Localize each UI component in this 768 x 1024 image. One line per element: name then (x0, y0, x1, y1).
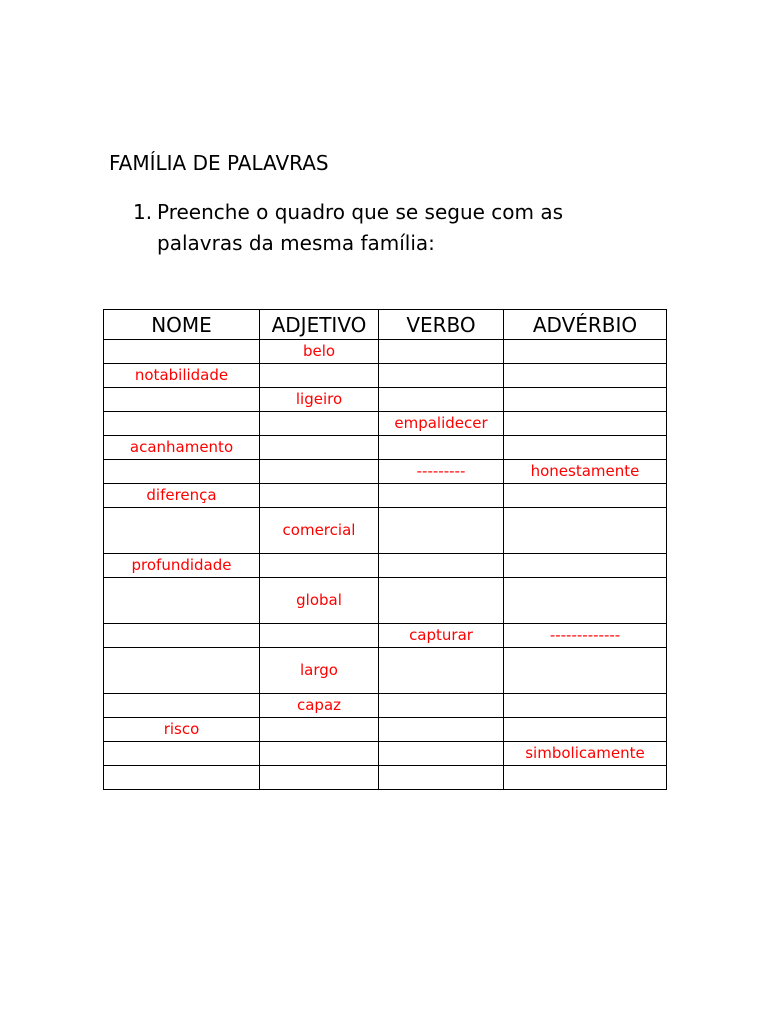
cell-nome: acanhamento (104, 436, 260, 460)
cell-adverbio (504, 718, 667, 742)
cell-adjetivo (260, 624, 379, 648)
cell-adjetivo: capaz (260, 694, 379, 718)
cell-adverbio (504, 694, 667, 718)
cell-verbo (379, 578, 504, 624)
cell-adverbio: honestamente (504, 460, 667, 484)
cell-adjetivo (260, 484, 379, 508)
header-nome: NOME (104, 310, 260, 340)
cell-verbo (379, 766, 504, 790)
cell-adjetivo (260, 460, 379, 484)
cell-verbo: empalidecer (379, 412, 504, 436)
table-row (104, 766, 667, 790)
cell-adverbio (504, 364, 667, 388)
cell-nome (104, 508, 260, 554)
table-row (104, 436, 667, 460)
cell-adverbio (504, 508, 667, 554)
cell-verbo (379, 508, 504, 554)
cell-verbo (379, 554, 504, 578)
cell-verbo: --------- (379, 460, 504, 484)
table-row (104, 388, 667, 412)
table-row (104, 460, 667, 484)
cell-adverbio (504, 436, 667, 460)
cell-verbo (379, 742, 504, 766)
cell-nome: profundidade (104, 554, 260, 578)
table-row (104, 694, 667, 718)
cell-adverbio (504, 648, 667, 694)
cell-verbo (379, 718, 504, 742)
cell-adverbio (504, 578, 667, 624)
cell-adjetivo (260, 364, 379, 388)
cell-adverbio (504, 340, 667, 364)
cell-nome (104, 388, 260, 412)
table-row (104, 718, 667, 742)
header-adjetivo: ADJETIVO (260, 310, 379, 340)
instruction (133, 197, 563, 259)
cell-adjetivo (260, 412, 379, 436)
cell-verbo (379, 694, 504, 718)
cell-nome (104, 460, 260, 484)
cell-adverbio: simbolicamente (504, 742, 667, 766)
instruction-line-1 (133, 197, 563, 228)
cell-nome (104, 694, 260, 718)
table-row (104, 364, 667, 388)
cell-verbo (379, 340, 504, 364)
cell-verbo (379, 436, 504, 460)
cell-adjetivo (260, 742, 379, 766)
cell-nome (104, 340, 260, 364)
table-row (104, 624, 667, 648)
table-row (104, 484, 667, 508)
table-header-row (104, 310, 667, 340)
cell-adjetivo: belo (260, 340, 379, 364)
cell-nome (104, 648, 260, 694)
cell-adjetivo (260, 718, 379, 742)
worksheet-title: FAMÍLIA DE PALAVRAS (109, 151, 329, 175)
table-row (104, 412, 667, 436)
cell-verbo (379, 388, 504, 412)
cell-verbo (379, 484, 504, 508)
table-row (104, 578, 667, 624)
cell-adjetivo: largo (260, 648, 379, 694)
cell-nome (104, 578, 260, 624)
cell-adverbio (504, 766, 667, 790)
cell-verbo (379, 364, 504, 388)
cell-nome: risco (104, 718, 260, 742)
cell-adjetivo (260, 766, 379, 790)
cell-adjetivo (260, 554, 379, 578)
instruction-text-1: Preenche o quadro que se segue com as (157, 200, 564, 224)
cell-adjetivo: global (260, 578, 379, 624)
cell-adverbio (504, 412, 667, 436)
cell-adjetivo: comercial (260, 508, 379, 554)
cell-adverbio (504, 484, 667, 508)
table-row (104, 742, 667, 766)
cell-nome (104, 766, 260, 790)
header-adverbio: ADVÉRBIO (504, 310, 667, 340)
cell-verbo: capturar (379, 624, 504, 648)
cell-adjetivo: ligeiro (260, 388, 379, 412)
table-row (104, 554, 667, 578)
table-row (104, 648, 667, 694)
cell-adjetivo (260, 436, 379, 460)
cell-nome: notabilidade (104, 364, 260, 388)
word-family-table (103, 309, 667, 790)
header-verbo: VERBO (379, 310, 504, 340)
cell-nome (104, 412, 260, 436)
cell-adverbio: ------------- (504, 624, 667, 648)
table-row (104, 340, 667, 364)
instruction-line-2: palavras da mesma família: (157, 231, 435, 255)
cell-nome: diferença (104, 484, 260, 508)
cell-verbo (379, 648, 504, 694)
cell-nome (104, 742, 260, 766)
cell-adverbio (504, 554, 667, 578)
cell-adverbio (504, 388, 667, 412)
table-row (104, 508, 667, 554)
cell-nome (104, 624, 260, 648)
instruction-number: 1. (133, 200, 153, 224)
